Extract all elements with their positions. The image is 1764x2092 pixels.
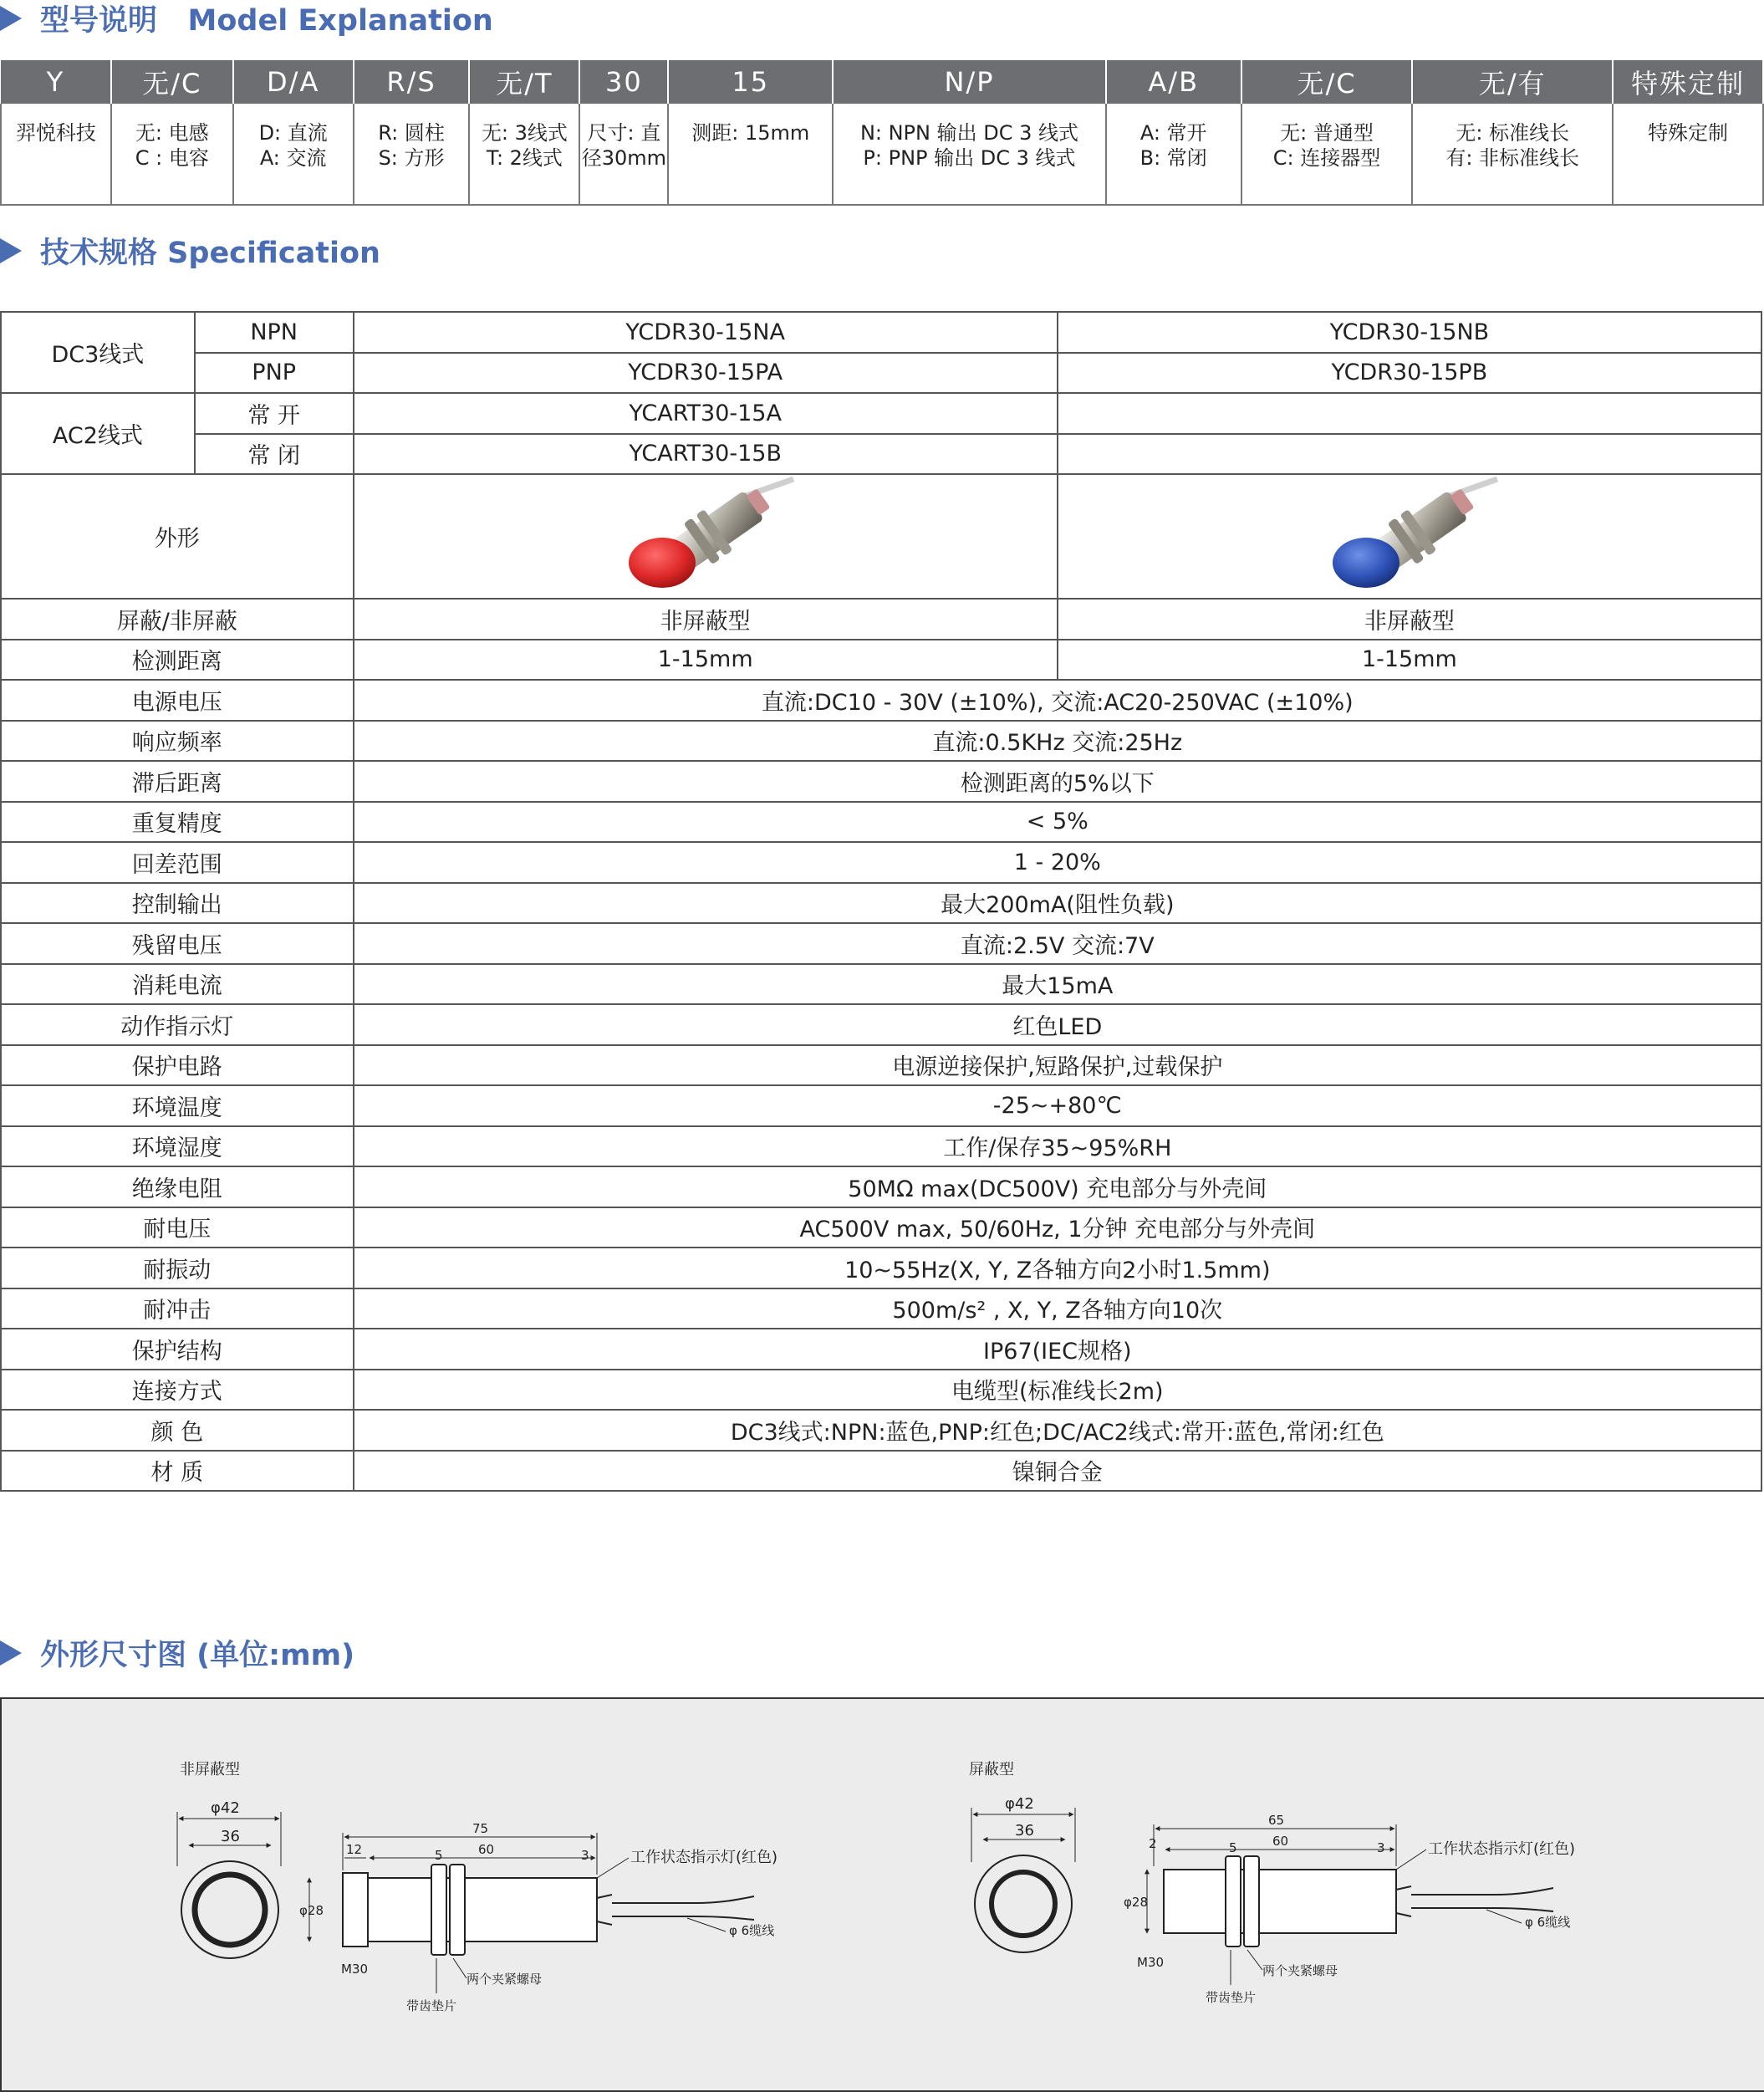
- spec-row-dc3-npn: [1, 312, 1761, 353]
- spec-value: 1 - 20%: [354, 842, 1761, 883]
- triangle-bullet-icon: [0, 1640, 22, 1666]
- model-header-cell: 无/T: [469, 60, 579, 104]
- unshielded-d75: 75: [472, 1821, 489, 1836]
- model-header-cell: Y: [1, 60, 111, 104]
- spec-label: 响应频率: [1, 721, 354, 762]
- spec-value: 非屏蔽型: [1058, 599, 1761, 640]
- spec-value: -25~+80℃: [354, 1085, 1761, 1126]
- model-desc-cell: A: 常开 B: 常闭: [1106, 104, 1241, 205]
- spec-sublabel: 常 闭: [195, 434, 354, 475]
- spec-value: 红色LED: [354, 1004, 1761, 1045]
- spec-row: [1, 964, 1761, 1005]
- spec-label: AC2线式: [1, 393, 195, 474]
- spec-label: 外形: [1, 474, 354, 599]
- model-header-cell: 30: [579, 60, 668, 104]
- sensor-image-blue-cell: [1058, 474, 1761, 599]
- spec-value: YCDR30-15NB: [1058, 312, 1761, 353]
- spec-value: 电源逆接保护,短路保护,过载保护: [354, 1045, 1761, 1086]
- spec-value: 最大15mA: [354, 964, 1761, 1005]
- model-header-cell: 特殊定制: [1613, 60, 1763, 104]
- spec-row: [1, 1288, 1761, 1329]
- spec-row: [1, 1045, 1761, 1086]
- spec-value-empty: [1058, 434, 1761, 475]
- spec-label: DC3线式: [1, 312, 195, 393]
- triangle-bullet-icon: [0, 6, 22, 31]
- spec-value: AC500V max, 50/60Hz, 1分钟 充电部分与外壳间: [354, 1207, 1761, 1248]
- spec-label: 耐冲击: [1, 1288, 354, 1329]
- model-header-cell: 无/C: [111, 60, 233, 104]
- spec-label: 回差范围: [1, 842, 354, 883]
- shielded-d36: 36: [1015, 1822, 1034, 1839]
- model-desc-cell: N: NPN 输出 DC 3 线式 P: PNP 输出 DC 3 线式: [833, 104, 1106, 205]
- spec-label: 电源电压: [1, 680, 354, 721]
- model-table: [0, 60, 1764, 206]
- model-header-cell: 15: [668, 60, 833, 104]
- spec-value: YCART30-15B: [354, 434, 1058, 475]
- spec-row: [1, 883, 1761, 924]
- unshielded-d3: 3: [581, 1848, 589, 1863]
- unshielded-d12: 12: [346, 1842, 363, 1857]
- shielded-phi42: φ42: [1005, 1795, 1034, 1813]
- unshielded-washer-label: 带齿垫片: [406, 1998, 457, 2013]
- unshielded-cable-label: φ 6缆线: [729, 1923, 775, 1938]
- sensor-red-image: [614, 475, 798, 592]
- shielded-m30: M30: [1137, 1955, 1165, 1970]
- spec-label: 连接方式: [1, 1370, 354, 1411]
- spec-row-dc3-pnp: [1, 353, 1761, 394]
- unshielded-d36: 36: [221, 1828, 240, 1845]
- spec-row: [1, 842, 1761, 883]
- spec-value: IP67(IEC规格): [354, 1329, 1761, 1370]
- spec-row-distance: [1, 640, 1761, 681]
- spec-row: [1, 1248, 1761, 1288]
- shielded-phi28: φ28: [1124, 1895, 1148, 1910]
- model-desc-cell: 羿悦科技: [1, 104, 111, 205]
- spec-value: 检测距离的5%以下: [354, 761, 1761, 802]
- model-desc-cell: R: 圆柱 S: 方形: [354, 104, 470, 205]
- spec-value: 直流:DC10 - 30V (±10%), 交流:AC20-250VAC (±10%): [354, 680, 1761, 721]
- model-desc-cell: 无: 普通型 C: 连接器型: [1241, 104, 1413, 205]
- spec-section-title: 技术规格 Specification: [0, 232, 380, 269]
- spec-row: [1, 1126, 1761, 1167]
- spec-label: 检测距离: [1, 640, 354, 681]
- spec-label: 残留电压: [1, 923, 354, 964]
- model-header-cell: D/A: [233, 60, 354, 104]
- unshielded-d60: 60: [478, 1842, 495, 1857]
- spec-row-ac2-no: [1, 393, 1761, 434]
- spec-value: 直流:2.5V 交流:7V: [354, 923, 1761, 964]
- spec-row: [1, 1329, 1761, 1370]
- spec-value: < 5%: [354, 802, 1761, 843]
- unshielded-nuts-label: 两个夹紧螺母: [466, 1972, 543, 1987]
- spec-row: [1, 680, 1761, 721]
- spec-row: [1, 1085, 1761, 1126]
- spec-value: YCDR30-15PB: [1058, 353, 1761, 394]
- spec-row: [1, 1004, 1761, 1045]
- model-desc-cell: 测距: 15mm: [668, 104, 833, 205]
- unshielded-title: 非屏蔽型: [180, 1761, 240, 1778]
- spec-label: 动作指示灯: [1, 1004, 354, 1045]
- spec-value: YCDR30-15PA: [354, 353, 1058, 394]
- spec-label: 控制输出: [1, 883, 354, 924]
- spec-row-shape: [1, 474, 1761, 599]
- spec-label: 颜 色: [1, 1410, 354, 1451]
- unshielded-led-label: 工作状态指示灯(红色): [630, 1849, 778, 1866]
- unshielded-drawing: [177, 1761, 777, 2013]
- spec-row: [1, 1370, 1761, 1411]
- spec-value: 工作/保存35~95%RH: [354, 1126, 1761, 1167]
- spec-label: 材 质: [1, 1451, 354, 1492]
- spec-row: [1, 1410, 1761, 1451]
- model-header-row: [1, 60, 1763, 104]
- shielded-washer-label: 带齿垫片: [1206, 1990, 1257, 2005]
- model-desc-cell: 无: 3线式 T: 2线式: [469, 104, 579, 205]
- shielded-d2: 2: [1149, 1836, 1157, 1851]
- spec-value: 最大200mA(阻性负载): [354, 883, 1761, 924]
- sensor-blue-image: [1318, 475, 1501, 592]
- spec-label: 保护结构: [1, 1329, 354, 1370]
- spec-value: 1-15mm: [1058, 640, 1761, 681]
- spec-value: YCART30-15A: [354, 393, 1058, 434]
- model-header-cell: 无/C: [1241, 60, 1413, 104]
- dims-section-title: 外形尺寸图 (单位:mm): [0, 1635, 354, 1671]
- spec-value: 直流:0.5KHz 交流:25Hz: [354, 721, 1761, 762]
- spec-row: [1, 1207, 1761, 1248]
- spec-label: 屏蔽/非屏蔽: [1, 599, 354, 640]
- spec-row-ac2-nc: [1, 434, 1761, 475]
- unshielded-phi28: φ28: [299, 1903, 324, 1918]
- unshielded-d5: 5: [435, 1848, 443, 1863]
- model-desc-cell: 特殊定制: [1613, 104, 1763, 205]
- spec-value: 非屏蔽型: [354, 599, 1058, 640]
- unshielded-m30: M30: [341, 1962, 369, 1977]
- spec-value: 电缆型(标准线长2m): [354, 1370, 1761, 1411]
- spec-value: DC3线式:NPN:蓝色,PNP:红色;DC/AC2线式:常开:蓝色,常闭:红色: [354, 1410, 1761, 1451]
- spec-label: 耐振动: [1, 1248, 354, 1288]
- model-desc-row: [1, 104, 1763, 205]
- spec-row: [1, 721, 1761, 762]
- model-header-cell: N/P: [833, 60, 1106, 104]
- spec-label: 滞后距离: [1, 761, 354, 802]
- shielded-d3: 3: [1377, 1840, 1385, 1855]
- shielded-led-label: 工作状态指示灯(红色): [1428, 1840, 1576, 1858]
- model-header-cell: 无/有: [1412, 60, 1613, 104]
- spec-label: 耐电压: [1, 1207, 354, 1248]
- spec-label: 环境湿度: [1, 1126, 354, 1167]
- spec-value: 镍铜合金: [354, 1451, 1761, 1492]
- model-desc-cell: 尺寸: 直 径30mm: [579, 104, 668, 205]
- spec-label: 环境温度: [1, 1085, 354, 1126]
- spec-label: 消耗电流: [1, 964, 354, 1005]
- spec-sublabel: 常 开: [195, 393, 354, 434]
- spec-row: [1, 761, 1761, 802]
- spec-value: 50MΩ max(DC500V) 充电部分与外壳间: [354, 1166, 1761, 1207]
- spec-label: 保护电路: [1, 1045, 354, 1086]
- sensor-image-red-cell: [354, 474, 1058, 599]
- dimension-drawing-panel: [0, 1697, 1764, 2092]
- spec-row: [1, 1166, 1761, 1207]
- spec-label: 重复精度: [1, 802, 354, 843]
- shielded-d65: 65: [1268, 1813, 1285, 1828]
- unshielded-phi42: φ42: [211, 1799, 240, 1817]
- shielded-drawing: [969, 1761, 1575, 2005]
- triangle-bullet-icon: [0, 238, 22, 263]
- shielded-d5: 5: [1229, 1840, 1237, 1855]
- spec-sublabel: NPN: [195, 312, 354, 353]
- spec-row-shield: [1, 599, 1761, 640]
- shielded-title: 屏蔽型: [969, 1761, 1014, 1778]
- model-header-cell: R/S: [354, 60, 470, 104]
- spec-row: [1, 923, 1761, 964]
- shielded-nuts-label: 两个夹紧螺母: [1262, 1963, 1338, 1978]
- spec-value-empty: [1058, 393, 1761, 434]
- spec-label: 绝缘电阻: [1, 1166, 354, 1207]
- spec-value: YCDR30-15NA: [354, 312, 1058, 353]
- spec-row: [1, 1451, 1761, 1492]
- model-desc-cell: 无: 标准线长 有: 非标准线长: [1412, 104, 1613, 205]
- dimension-drawing: [2, 1699, 1764, 2090]
- spec-table: [0, 311, 1762, 1492]
- model-desc-cell: 无: 电感 C : 电容: [111, 104, 233, 205]
- spec-row: [1, 802, 1761, 843]
- model-section-title: 型号说明 Model Explanation: [0, 0, 493, 37]
- spec-sublabel: PNP: [195, 353, 354, 394]
- spec-value: 1-15mm: [354, 640, 1058, 681]
- spec-value: 500m/s² , X, Y, Z各轴方向10次: [354, 1288, 1761, 1329]
- shielded-cable-label: φ 6缆线: [1525, 1915, 1571, 1930]
- spec-value: 10~55Hz(X, Y, Z各轴方向2小时1.5mm): [354, 1248, 1761, 1288]
- model-desc-cell: D: 直流 A: 交流: [233, 104, 354, 205]
- model-header-cell: A/B: [1106, 60, 1241, 104]
- shielded-d60: 60: [1272, 1834, 1289, 1849]
